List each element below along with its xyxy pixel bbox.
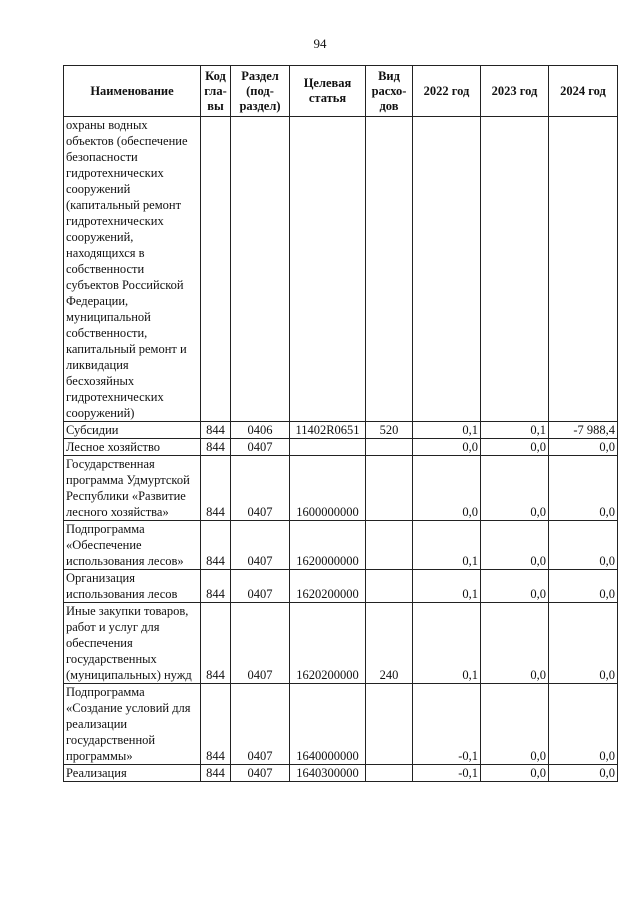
row-target: 1640300000 (290, 765, 366, 782)
col-header-target: Целевая статья (290, 66, 366, 117)
row-target: 1640000000 (290, 684, 366, 765)
page-number: 94 (313, 36, 327, 51)
row-code: 844 (201, 521, 231, 570)
row-type: 240 (366, 603, 413, 684)
row-target (290, 439, 366, 456)
row-2022: 0,1 (413, 521, 481, 570)
row-name: охраны водных объектов (обеспечение безопасности гидротехнических сооружений (капитальный ремонт гидротехнических сооружений, находящихся в собственности субъектов Российской Федерации, муниципальной собственности, капитальный ремонт и ликвидация бесхозяйных гидротехнических сооружений) (64, 117, 201, 422)
row-name: Подпрограмма «Обеспечение использования лесов» (64, 521, 201, 570)
row-target (290, 117, 366, 422)
table-row (64, 439, 618, 456)
row-2023: 0,0 (481, 684, 549, 765)
row-2023 (481, 117, 549, 422)
row-code: 844 (201, 422, 231, 439)
row-2024: 0,0 (549, 765, 618, 782)
row-section (231, 117, 290, 422)
row-name: Реализация (64, 765, 201, 782)
row-type (366, 456, 413, 521)
row-target: 1600000000 (290, 456, 366, 521)
row-2022: 0,1 (413, 570, 481, 603)
row-name: Государственная программа Удмуртской Республики «Развитие лесного хозяйства» (64, 456, 201, 521)
row-2022 (413, 117, 481, 422)
row-name: Субсидии (64, 422, 201, 439)
row-type (366, 684, 413, 765)
row-section: 0406 (231, 422, 290, 439)
row-2022: -0,1 (413, 765, 481, 782)
col-header-name: Наименование (64, 66, 201, 117)
row-name: Лесное хозяйство (64, 439, 201, 456)
row-2024: -7 988,4 (549, 422, 618, 439)
col-header-2024: 2024 год (549, 66, 618, 117)
table-row (64, 422, 618, 439)
row-2022: 0,0 (413, 456, 481, 521)
row-section: 0407 (231, 765, 290, 782)
row-2023: 0,0 (481, 570, 549, 603)
row-type (366, 439, 413, 456)
row-2023: 0,0 (481, 603, 549, 684)
row-2023: 0,1 (481, 422, 549, 439)
row-code: 844 (201, 570, 231, 603)
row-target: 1620000000 (290, 521, 366, 570)
row-2024: 0,0 (549, 603, 618, 684)
row-section: 0407 (231, 570, 290, 603)
table-header-row (64, 66, 618, 117)
table-row (64, 684, 618, 765)
row-code: 844 (201, 684, 231, 765)
row-section: 0407 (231, 603, 290, 684)
row-2024: 0,0 (549, 521, 618, 570)
row-2023: 0,0 (481, 439, 549, 456)
row-2024: 0,0 (549, 456, 618, 521)
table-row (64, 456, 618, 521)
row-section: 0407 (231, 456, 290, 521)
table-row (64, 521, 618, 570)
row-target: 11402R0651 (290, 422, 366, 439)
row-2022: 0,1 (413, 422, 481, 439)
row-section: 0407 (231, 439, 290, 456)
row-section: 0407 (231, 684, 290, 765)
table-row (64, 603, 618, 684)
row-type: 520 (366, 422, 413, 439)
row-code: 844 (201, 456, 231, 521)
col-header-2023: 2023 год (481, 66, 549, 117)
row-2023: 0,0 (481, 521, 549, 570)
col-header-type: Вид расхо-дов (366, 66, 413, 117)
row-code: 844 (201, 603, 231, 684)
row-2022: 0,1 (413, 603, 481, 684)
row-code: 844 (201, 765, 231, 782)
row-2022: -0,1 (413, 684, 481, 765)
row-section: 0407 (231, 521, 290, 570)
row-code: 844 (201, 439, 231, 456)
budget-table (63, 65, 618, 782)
row-target: 1620200000 (290, 570, 366, 603)
row-type (366, 117, 413, 422)
row-name: Подпрограмма «Создание условий для реализации государственной программы» (64, 684, 201, 765)
table-row (64, 765, 618, 782)
row-name: Иные закупки товаров, работ и услуг для обеспечения государственных (муниципальных) нужд (64, 603, 201, 684)
row-type (366, 521, 413, 570)
row-type (366, 570, 413, 603)
row-2022: 0,0 (413, 439, 481, 456)
col-header-section: Раздел (под-раздел) (231, 66, 290, 117)
row-code (201, 117, 231, 422)
row-2024 (549, 117, 618, 422)
col-header-code: Код гла-вы (201, 66, 231, 117)
table-row (64, 570, 618, 603)
row-2024: 0,0 (549, 684, 618, 765)
row-2024: 0,0 (549, 439, 618, 456)
row-2023: 0,0 (481, 765, 549, 782)
row-2023: 0,0 (481, 456, 549, 521)
row-type (366, 765, 413, 782)
row-name: Организация использования лесов (64, 570, 201, 603)
row-2024: 0,0 (549, 570, 618, 603)
row-target: 1620200000 (290, 603, 366, 684)
table-row (64, 117, 618, 422)
col-header-2022: 2022 год (413, 66, 481, 117)
